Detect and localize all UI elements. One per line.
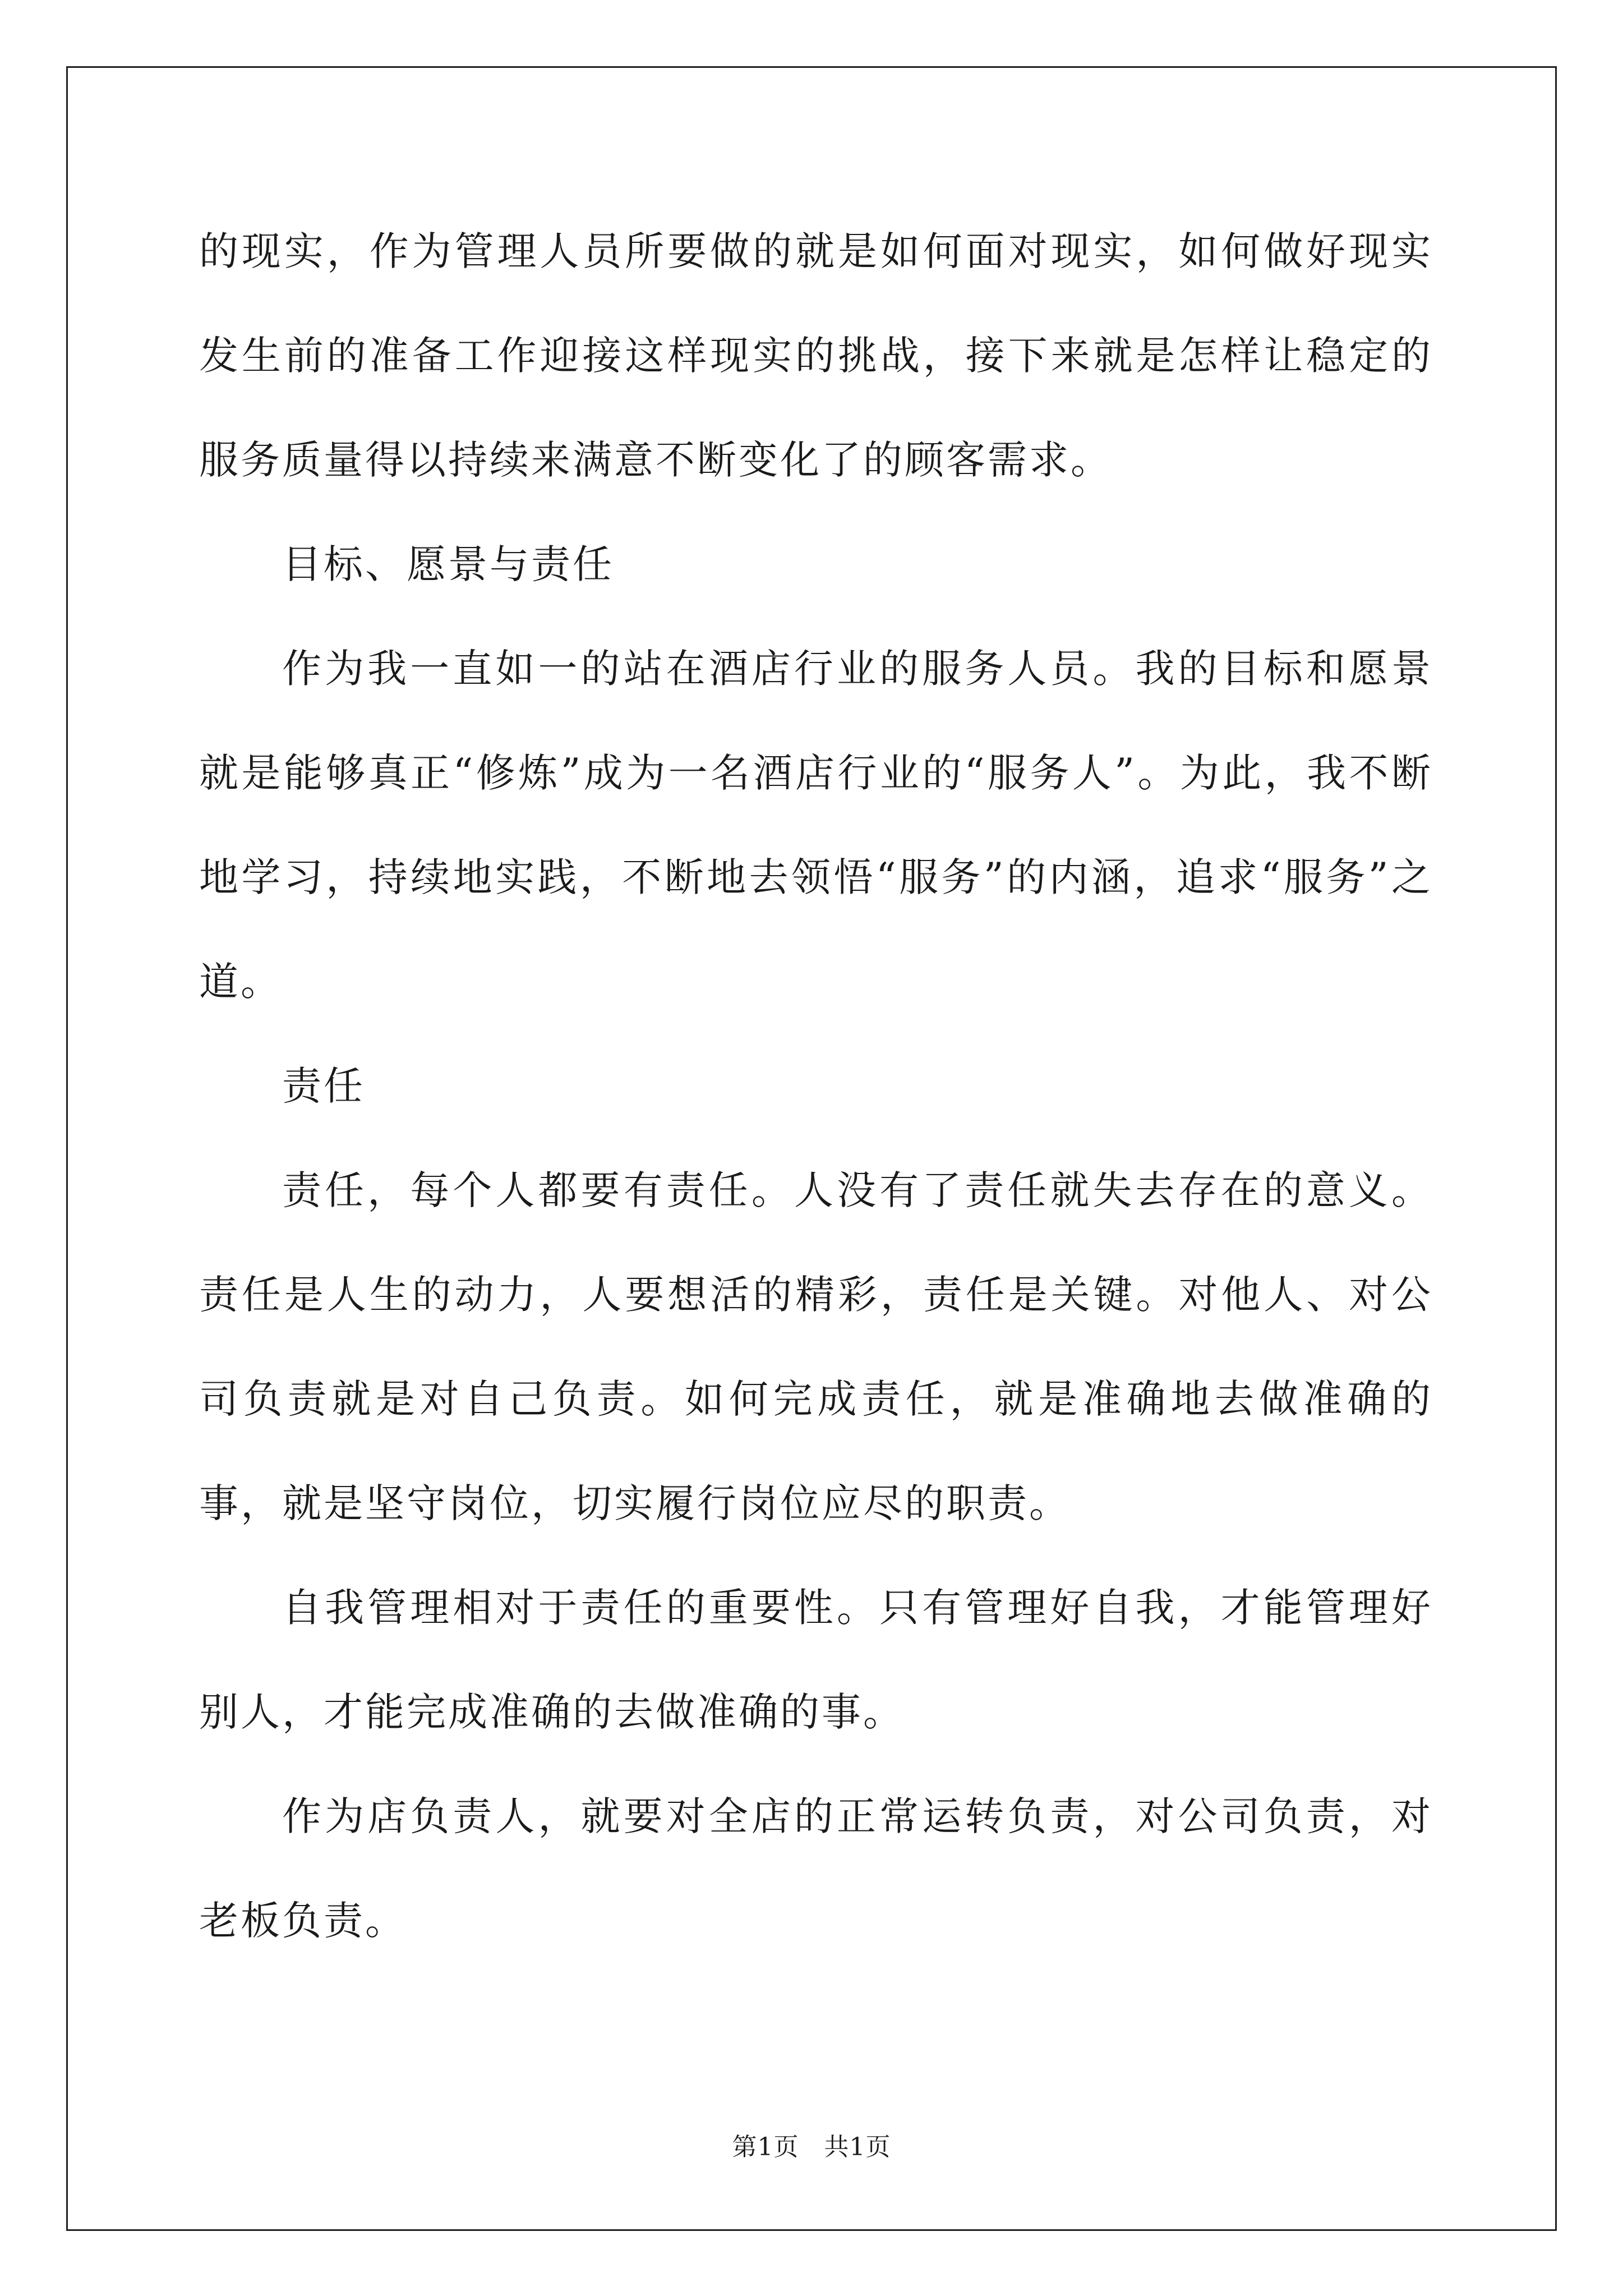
section-heading-goals: 目标、愿景与责任 (282, 541, 614, 587)
document-body (199, 199, 1433, 1973)
paragraph-store-manager: 作为店负责人，就要对全店的正常运转负责，对公司负责，对老板负责。 (199, 1793, 1433, 1944)
paragraph-responsibility: 责任，每个人都要有责任。人没有了责任就失去存在的意义。责任是人生的动力，人要想活的精彩，责任是关键。对他人、对公司负责就是对自己负责。如何完成责任，就是准确地去做准确的事，就是坚守岗位，切实履行岗位应尽的职责。 (199, 1167, 1433, 1526)
paragraph-goals: 作为我一直如一的站在酒店行业的服务人员。我的目标和愿景就是能够真正“修炼”成为一名酒店行业的“服务人”。为此，我不断地学习，持续地实践，不断地去领悟“服务”的内涵，追求“服务”之道。 (199, 646, 1433, 1005)
paragraph-self-management: 自我管理相对于责任的重要性。只有管理好自我，才能管理好别人，才能完成准确的去做准确的事。 (199, 1585, 1433, 1735)
page-footer (0, 2131, 1623, 2164)
page-total: 共1页 (824, 2133, 891, 2161)
paragraph-continuation: 的现实，作为管理人员所要做的就是如何面对现实，如何做好现实发生前的准备工作迎接这样现实的挑战，接下来就是怎样让稳定的服务质量得以持续来满意不断变化了的顾客需求。 (199, 228, 1433, 483)
section-heading-responsibility: 责任 (282, 1063, 365, 1109)
page-number: 第1页 (732, 2133, 799, 2161)
